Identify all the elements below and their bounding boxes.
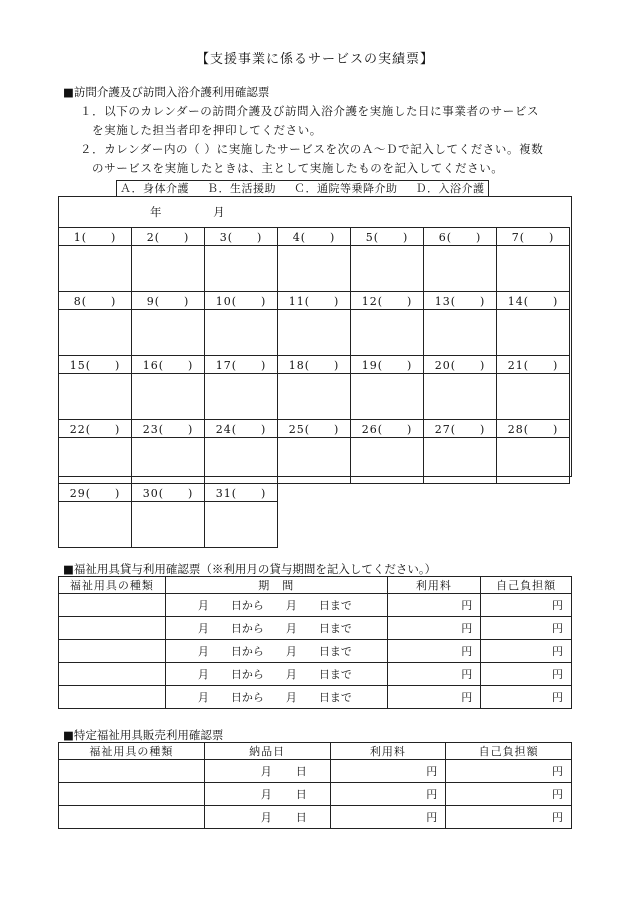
stamp-box[interactable] — [205, 310, 278, 356]
day-label: 29( ) — [59, 484, 132, 502]
stamp-box[interactable] — [278, 374, 351, 420]
col-period: 期 間 — [165, 577, 387, 594]
stamp-box[interactable] — [132, 246, 205, 292]
period-cell[interactable]: 月 日から 月 日まで — [165, 594, 387, 617]
service-calendar — [58, 227, 570, 548]
fee-cell[interactable]: 円 — [387, 663, 481, 686]
equipment-type-cell[interactable] — [59, 783, 205, 806]
delivery-date-cell[interactable]: 月 日 — [204, 760, 330, 783]
fee-cell[interactable]: 円 — [387, 686, 481, 709]
stamp-box[interactable] — [132, 502, 205, 548]
day-label: 30( ) — [132, 484, 205, 502]
instruction-line-2: を実施した担当者印を押印してください。 — [92, 123, 322, 137]
day-label: 4( ) — [278, 228, 351, 246]
sales-table — [58, 742, 572, 829]
stamp-box[interactable] — [497, 310, 570, 356]
table-row — [59, 760, 572, 783]
stamp-box[interactable] — [278, 246, 351, 292]
copay-cell[interactable]: 円 — [481, 663, 572, 686]
page-title: 【支援事業に係るサービスの実績票】 — [195, 52, 434, 67]
fee-cell[interactable]: 円 — [387, 640, 481, 663]
equipment-type-cell[interactable] — [59, 617, 166, 640]
day-label: 14( ) — [497, 292, 570, 310]
day-label: 18( ) — [278, 356, 351, 374]
day-label: 5( ) — [351, 228, 424, 246]
copay-cell[interactable]: 円 — [446, 760, 572, 783]
day-label: 6( ) — [424, 228, 497, 246]
period-cell[interactable]: 月 日から 月 日まで — [165, 640, 387, 663]
stamp-box[interactable] — [424, 310, 497, 356]
day-label: 16( ) — [132, 356, 205, 374]
day-label: 1( ) — [59, 228, 132, 246]
table-row — [59, 806, 572, 829]
legend-b: Ｂ．生活援助 — [207, 182, 276, 195]
period-cell[interactable]: 月 日から 月 日まで — [165, 617, 387, 640]
day-label: 23( ) — [132, 420, 205, 438]
stamp-box[interactable] — [59, 374, 132, 420]
delivery-date-cell[interactable]: 月 日 — [204, 783, 330, 806]
stamp-box[interactable] — [59, 310, 132, 356]
stamp-box[interactable] — [59, 502, 132, 548]
day-label: 22( ) — [59, 420, 132, 438]
day-label: 21( ) — [497, 356, 570, 374]
day-label: 2( ) — [132, 228, 205, 246]
legend-c: Ｃ．通院等乗降介助 — [294, 182, 398, 195]
stamp-box[interactable] — [351, 374, 424, 420]
day-label: 12( ) — [351, 292, 424, 310]
stamp-box[interactable] — [205, 438, 278, 484]
stamp-box[interactable] — [351, 310, 424, 356]
copay-cell[interactable]: 円 — [481, 617, 572, 640]
stamp-box[interactable] — [497, 374, 570, 420]
section3-heading: ■特定福祉用具販売利用確認票 — [63, 728, 224, 742]
equipment-type-cell[interactable] — [59, 806, 205, 829]
legend-a: Ａ．身体介護 — [120, 182, 189, 195]
day-label: 17( ) — [205, 356, 278, 374]
day-label: 10( ) — [205, 292, 278, 310]
day-label: 26( ) — [351, 420, 424, 438]
stamp-box[interactable] — [59, 246, 132, 292]
day-label: 8( ) — [59, 292, 132, 310]
stamp-box[interactable] — [205, 502, 278, 548]
day-label: 13( ) — [424, 292, 497, 310]
table-row — [59, 686, 572, 709]
equipment-type-cell[interactable] — [59, 640, 166, 663]
col-copay: 自己負担額 — [446, 743, 572, 760]
stamp-box[interactable] — [351, 438, 424, 484]
delivery-date-cell[interactable]: 月 日 — [204, 806, 330, 829]
copay-cell[interactable]: 円 — [446, 783, 572, 806]
table-row — [59, 594, 572, 617]
stamp-box[interactable] — [497, 246, 570, 292]
col-fee: 利用料 — [330, 743, 446, 760]
rental-table — [58, 576, 572, 709]
instruction-line-3: ２．カレンダー内の（ ）に実施したサービスを次のＡ～Ｄで記入してください。複数 — [80, 142, 544, 156]
stamp-box[interactable] — [424, 246, 497, 292]
stamp-box[interactable] — [59, 438, 132, 484]
fee-cell[interactable]: 円 — [387, 617, 481, 640]
instruction-line-4: のサービスを実施したときは、主として実施したものを記入してください。 — [92, 161, 504, 175]
section1-heading: ■訪問介護及び訪問入浴介護利用確認票 — [63, 85, 270, 99]
fee-cell[interactable]: 円 — [330, 783, 446, 806]
table-row — [59, 640, 572, 663]
calendar-year-month — [150, 204, 273, 220]
legend-d: Ｄ．入浴介護 — [415, 182, 485, 195]
fee-cell[interactable]: 円 — [330, 760, 446, 783]
stamp-box[interactable] — [278, 438, 351, 484]
month-label: 月 — [213, 205, 225, 219]
year-label: 年 — [150, 205, 162, 219]
stamp-box[interactable] — [424, 374, 497, 420]
col-equipment-type: 福祉用具の種類 — [59, 743, 205, 760]
stamp-box[interactable] — [351, 246, 424, 292]
day-label: 9( ) — [132, 292, 205, 310]
col-fee: 利用料 — [387, 577, 481, 594]
day-label: 15( ) — [59, 356, 132, 374]
stamp-box[interactable] — [424, 438, 497, 484]
day-label: 11( ) — [278, 292, 351, 310]
day-label: 25( ) — [278, 420, 351, 438]
instruction-line-1: １．以下のカレンダーの訪問介護及び訪問入浴介護を実施した日に事業者のサービス — [80, 104, 540, 118]
stamp-box[interactable] — [205, 246, 278, 292]
service-code-legend — [116, 180, 489, 197]
fee-cell[interactable]: 円 — [387, 594, 481, 617]
equipment-type-cell[interactable] — [59, 594, 166, 617]
table-row — [59, 663, 572, 686]
col-copay: 自己負担額 — [481, 577, 572, 594]
day-label: 24( ) — [205, 420, 278, 438]
copay-cell[interactable]: 円 — [446, 806, 572, 829]
copay-cell[interactable]: 円 — [481, 686, 572, 709]
fee-cell[interactable]: 円 — [330, 806, 446, 829]
table-row — [59, 783, 572, 806]
period-cell[interactable]: 月 日から 月 日まで — [165, 663, 387, 686]
stamp-box[interactable] — [132, 374, 205, 420]
day-label: 20( ) — [424, 356, 497, 374]
day-label: 7( ) — [497, 228, 570, 246]
section2-heading: ■福祉用具貸与利用確認票（※利用月の貸与期間を記入してください。） — [63, 562, 437, 576]
stamp-box[interactable] — [132, 310, 205, 356]
equipment-type-cell[interactable] — [59, 760, 205, 783]
day-label: 28( ) — [497, 420, 570, 438]
copay-cell[interactable]: 円 — [481, 594, 572, 617]
day-label: 27( ) — [424, 420, 497, 438]
stamp-box[interactable] — [132, 438, 205, 484]
stamp-box[interactable] — [497, 438, 570, 484]
copay-cell[interactable]: 円 — [481, 640, 572, 663]
stamp-box[interactable] — [205, 374, 278, 420]
stamp-box[interactable] — [278, 310, 351, 356]
col-equipment-type: 福祉用具の種類 — [59, 577, 166, 594]
col-delivery-date: 納品日 — [204, 743, 330, 760]
equipment-type-cell[interactable] — [59, 663, 166, 686]
period-cell[interactable]: 月 日から 月 日まで — [165, 686, 387, 709]
day-label: 3( ) — [205, 228, 278, 246]
equipment-type-cell[interactable] — [59, 686, 166, 709]
table-row — [59, 617, 572, 640]
day-label: 19( ) — [351, 356, 424, 374]
day-label: 31( ) — [205, 484, 278, 502]
